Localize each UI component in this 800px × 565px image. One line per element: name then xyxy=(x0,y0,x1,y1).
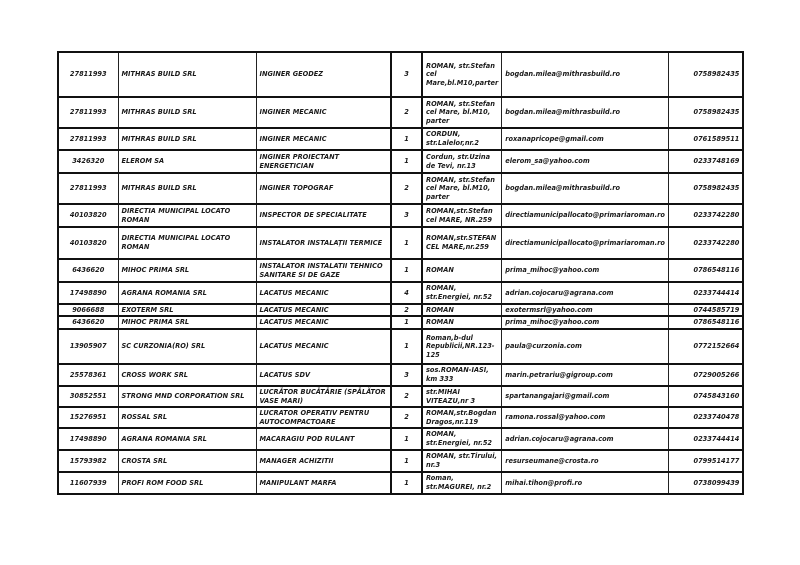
employer-id-cell: 40103820 xyxy=(58,204,118,227)
company-cell: MITHRAS BUILD SRL xyxy=(118,173,256,204)
address-cell: ROMAN, str.Stefan cel Mare, bl.M10, parter xyxy=(422,173,502,204)
email-cell: prima_mihoc@yahoo.com xyxy=(502,259,669,282)
email-cell: bogdan.milea@mithrasbuild.ro xyxy=(502,97,669,128)
job-title-cell: INSTALATOR INSTALATII TEHNICO SANITARE SI DE GAZE xyxy=(256,259,391,282)
job-title-cell: INGINER PROIECTANT ENERGETICIAN xyxy=(256,150,391,173)
job-title-cell: INGINER GEODEZ xyxy=(256,52,391,97)
employer-id-cell: 6436620 xyxy=(58,259,118,282)
company-cell: ROSSAL SRL xyxy=(118,407,256,428)
address-cell: sos.ROMAN-IASI, km 333 xyxy=(422,364,502,386)
address-cell: ROMAN,str.Bogdan Dragos,nr.119 xyxy=(422,407,502,428)
phone-cell: 0233744414 xyxy=(668,282,743,304)
address-cell: ROMAN,str.Stefan cel MARE, NR.259 xyxy=(422,204,502,227)
email-cell: bogdan.milea@mithrasbuild.ro xyxy=(502,52,669,97)
vacancy-count-cell: 3 xyxy=(391,364,422,386)
table-row xyxy=(58,329,743,364)
table-row xyxy=(58,428,743,450)
table-row xyxy=(58,282,743,304)
vacancy-count-cell: 3 xyxy=(391,204,422,227)
phone-cell: 0786548116 xyxy=(668,316,743,329)
phone-cell: 0233742280 xyxy=(668,204,743,227)
company-cell: STRONG MND CORPORATION SRL xyxy=(118,386,256,407)
vacancy-count-cell: 2 xyxy=(391,407,422,428)
email-cell: roxanapricope@gmail.com xyxy=(502,128,669,150)
email-cell: marin.petrariu@gigroup.com xyxy=(502,364,669,386)
company-cell: MITHRAS BUILD SRL xyxy=(118,52,256,97)
company-cell: CROSTA SRL xyxy=(118,450,256,472)
address-cell: Cordun, str.Uzina de Tevi, nr.13 xyxy=(422,150,502,173)
table-row xyxy=(58,204,743,227)
company-cell: EXOTERM SRL xyxy=(118,304,256,316)
address-cell: str.MIHAI VITEAZU,nr 3 xyxy=(422,386,502,407)
table-row xyxy=(58,450,743,472)
employer-id-cell: 30852551 xyxy=(58,386,118,407)
email-cell: bogdan.milea@mithrasbuild.ro xyxy=(502,173,669,204)
employer-id-cell: 9066688 xyxy=(58,304,118,316)
employer-id-cell: 27811993 xyxy=(58,52,118,97)
job-title-cell: INGINER MECANIC xyxy=(256,128,391,150)
phone-cell: 0799514177 xyxy=(668,450,743,472)
phone-cell: 0744585719 xyxy=(668,304,743,316)
phone-cell: 0233742280 xyxy=(668,227,743,259)
phone-cell: 0758982435 xyxy=(668,173,743,204)
vacancy-count-cell: 2 xyxy=(391,173,422,204)
job-title-cell: INSPECTOR DE SPECIALITATE xyxy=(256,204,391,227)
company-cell: MIHOC PRIMA SRL xyxy=(118,316,256,329)
vacancy-count-cell: 1 xyxy=(391,450,422,472)
employer-id-cell: 3426320 xyxy=(58,150,118,173)
vacancy-count-cell: 1 xyxy=(391,316,422,329)
vacancy-count-cell: 3 xyxy=(391,52,422,97)
vacancy-count-cell: 1 xyxy=(391,472,422,494)
phone-cell: 0758982435 xyxy=(668,97,743,128)
employer-id-cell: 6436620 xyxy=(58,316,118,329)
table-row xyxy=(58,304,743,316)
job-title-cell: LUCRĂTOR BUCĂTĂRIE (SPĂLĂTOR VASE MARI) xyxy=(256,386,391,407)
address-cell: ROMAN, str.Energiei, nr.52 xyxy=(422,282,502,304)
email-cell: adrian.cojocaru@agrana.com xyxy=(502,282,669,304)
company-cell: AGRANA ROMANIA SRL xyxy=(118,282,256,304)
vacancy-count-cell: 1 xyxy=(391,329,422,364)
job-title-cell: INSTALATOR INSTALAȚII TERMICE xyxy=(256,227,391,259)
employer-id-cell: 25578361 xyxy=(58,364,118,386)
job-title-cell: LACATUS MECANIC xyxy=(256,316,391,329)
table-row xyxy=(58,472,743,494)
company-cell: AGRANA ROMANIA SRL xyxy=(118,428,256,450)
employer-id-cell: 27811993 xyxy=(58,128,118,150)
vacancy-count-cell: 4 xyxy=(391,282,422,304)
employer-id-cell: 17498890 xyxy=(58,282,118,304)
phone-cell: 0772152664 xyxy=(668,329,743,364)
address-cell: ROMAN xyxy=(422,259,502,282)
employer-id-cell: 11607939 xyxy=(58,472,118,494)
company-cell: PROFI ROM FOOD SRL xyxy=(118,472,256,494)
address-cell: ROMAN, str.Tirului, nr.3 xyxy=(422,450,502,472)
table-row xyxy=(58,128,743,150)
table-row xyxy=(58,407,743,428)
company-cell: MITHRAS BUILD SRL xyxy=(118,97,256,128)
phone-cell: 0738099439 xyxy=(668,472,743,494)
table-row xyxy=(58,316,743,329)
email-cell: exotermsrl@yahoo.com xyxy=(502,304,669,316)
phone-cell: 0233740478 xyxy=(668,407,743,428)
job-title-cell: LUCRATOR OPERATIV PENTRU AUTOCOMPACTOARE xyxy=(256,407,391,428)
table-row xyxy=(58,97,743,128)
employer-id-cell: 27811993 xyxy=(58,173,118,204)
employer-id-cell: 15276951 xyxy=(58,407,118,428)
address-cell: ROMAN, str.Stefan cel Mare, bl.M10, parter xyxy=(422,97,502,128)
vacancy-count-cell: 2 xyxy=(391,304,422,316)
job-title-cell: LACATUS MECANIC xyxy=(256,282,391,304)
email-cell: elerom_sa@yahoo.com xyxy=(502,150,669,173)
email-cell: directiamunicipallocato@primariaroman.ro xyxy=(502,204,669,227)
table-row xyxy=(58,173,743,204)
employer-id-cell: 17498890 xyxy=(58,428,118,450)
job-title-cell: INGINER TOPOGRAF xyxy=(256,173,391,204)
job-vacancies-table xyxy=(57,51,744,495)
company-cell: MIHOC PRIMA SRL xyxy=(118,259,256,282)
table-row xyxy=(58,150,743,173)
job-title-cell: LACATUS MECANIC xyxy=(256,329,391,364)
phone-cell: 0233748169 xyxy=(668,150,743,173)
employer-id-cell: 13905907 xyxy=(58,329,118,364)
employer-id-cell: 40103820 xyxy=(58,227,118,259)
address-cell: ROMAN, str.Stefan cel Mare,bl.M10,parter xyxy=(422,52,502,97)
address-cell: CORDUN, str.Lalelor,nr.2 xyxy=(422,128,502,150)
email-cell: mihai.tihon@profi.ro xyxy=(502,472,669,494)
phone-cell: 0786548116 xyxy=(668,259,743,282)
table-row xyxy=(58,52,743,97)
job-title-cell: LACATUS MECANIC xyxy=(256,304,391,316)
email-cell: paula@curzonia.com xyxy=(502,329,669,364)
vacancy-count-cell: 2 xyxy=(391,386,422,407)
vacancy-count-cell: 1 xyxy=(391,150,422,173)
address-cell: Roman, str.MAGUREI, nr.2 xyxy=(422,472,502,494)
vacancy-count-cell: 1 xyxy=(391,259,422,282)
phone-cell: 0745843160 xyxy=(668,386,743,407)
email-cell: directiamunicipallocato@primariaroman.ro xyxy=(502,227,669,259)
vacancy-count-cell: 1 xyxy=(391,128,422,150)
phone-cell: 0233744414 xyxy=(668,428,743,450)
email-cell: adrian.cojocaru@agrana.com xyxy=(502,428,669,450)
job-title-cell: INGINER MECANIC xyxy=(256,97,391,128)
address-cell: ROMAN,str.STEFAN CEL MARE,nr.259 xyxy=(422,227,502,259)
employer-id-cell: 27811993 xyxy=(58,97,118,128)
address-cell: ROMAN, str.Energiei, nr.52 xyxy=(422,428,502,450)
phone-cell: 0758982435 xyxy=(668,52,743,97)
company-cell: CROSS WORK SRL xyxy=(118,364,256,386)
company-cell: MITHRAS BUILD SRL xyxy=(118,128,256,150)
email-cell: prima_mihoc@yahoo.com xyxy=(502,316,669,329)
company-cell: DIRECTIA MUNICIPAL LOCATO ROMAN xyxy=(118,227,256,259)
table-row xyxy=(58,259,743,282)
address-cell: Roman,b-dul Republicii,NR.123-125 xyxy=(422,329,502,364)
company-cell: DIRECTIA MUNICIPAL LOCATO ROMAN xyxy=(118,204,256,227)
email-cell: resurseumane@crosta.ro xyxy=(502,450,669,472)
email-cell: spartanangajari@gmail.com xyxy=(502,386,669,407)
job-title-cell: MANIPULANT MARFA xyxy=(256,472,391,494)
company-cell: ELEROM SA xyxy=(118,150,256,173)
table-row xyxy=(58,364,743,386)
vacancy-count-cell: 1 xyxy=(391,428,422,450)
job-title-cell: MACARAGIU POD RULANT xyxy=(256,428,391,450)
phone-cell: 0761589511 xyxy=(668,128,743,150)
company-cell: SC CURZONIA(RO) SRL xyxy=(118,329,256,364)
vacancy-count-cell: 1 xyxy=(391,227,422,259)
email-cell: ramona.rossal@yahoo.com xyxy=(502,407,669,428)
address-cell: ROMAN xyxy=(422,316,502,329)
job-title-cell: LACATUS SDV xyxy=(256,364,391,386)
phone-cell: 0729005266 xyxy=(668,364,743,386)
address-cell: ROMAN xyxy=(422,304,502,316)
employer-id-cell: 15793982 xyxy=(58,450,118,472)
table-row xyxy=(58,227,743,259)
vacancy-count-cell: 2 xyxy=(391,97,422,128)
table-body xyxy=(58,52,743,494)
table-row xyxy=(58,386,743,407)
job-title-cell: MANAGER ACHIZITII xyxy=(256,450,391,472)
